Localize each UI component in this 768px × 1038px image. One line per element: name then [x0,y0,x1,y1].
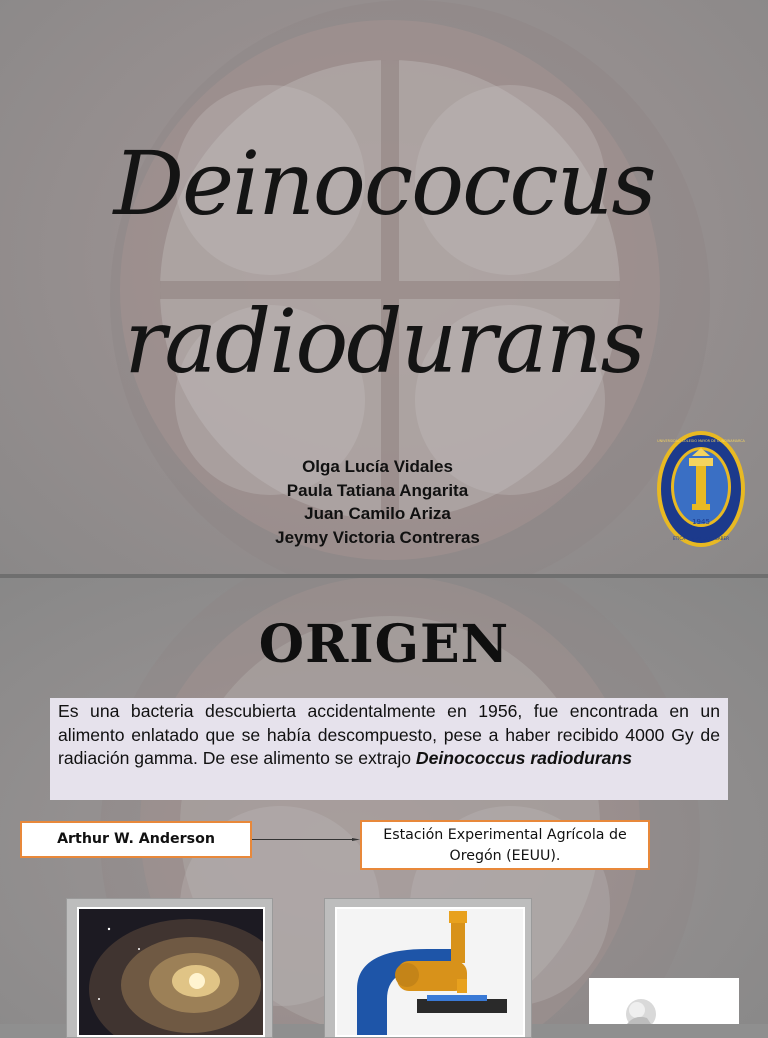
location-box: Estación Experimental Agrícola de Oregón (EEUU). [360,820,650,870]
author-name: Jeymy Victoria Contreras [275,527,480,547]
section-heading: ORIGEN [258,614,510,675]
arrow-connector [252,838,360,841]
galaxy-image-frame [66,898,273,1038]
university-seal-logo [656,430,746,548]
paragraph-text: Es una bacteria descubierta accidentalmente en 1956, fue encontrada en un alimento enlatado que se había descompuesto, pese a haber recibido 4000 Gy de radiación gamma. De ese alimento se extrajo [58,701,720,768]
thinker-image [589,978,739,1024]
species-name: Deinococcus radiodurans [415,748,632,768]
title-line-2: radiodurans [124,290,644,393]
seal-motto: ETICA • SERVICIO • SABER [672,536,730,541]
microscope-image-frame [324,898,532,1038]
origin-paragraph [50,698,728,800]
slide-divider [0,574,768,578]
microscope-image [335,907,525,1037]
galaxy-image [77,907,265,1037]
author-name: Juan Camilo Ariza [304,504,451,523]
title-line-1: Deinococcus [113,132,655,235]
author-list [200,455,555,549]
seal-ring-text: UNIVERSIDAD COLEGIO MAYOR DE CUNDINAMARCA [657,439,745,443]
discoverer-box: Arthur W. Anderson [20,821,252,858]
seal-year: 1945 [692,518,710,526]
author-name: Olga Lucía Vidales [302,457,453,476]
author-name: Paula Tatiana Angarita [286,480,469,500]
